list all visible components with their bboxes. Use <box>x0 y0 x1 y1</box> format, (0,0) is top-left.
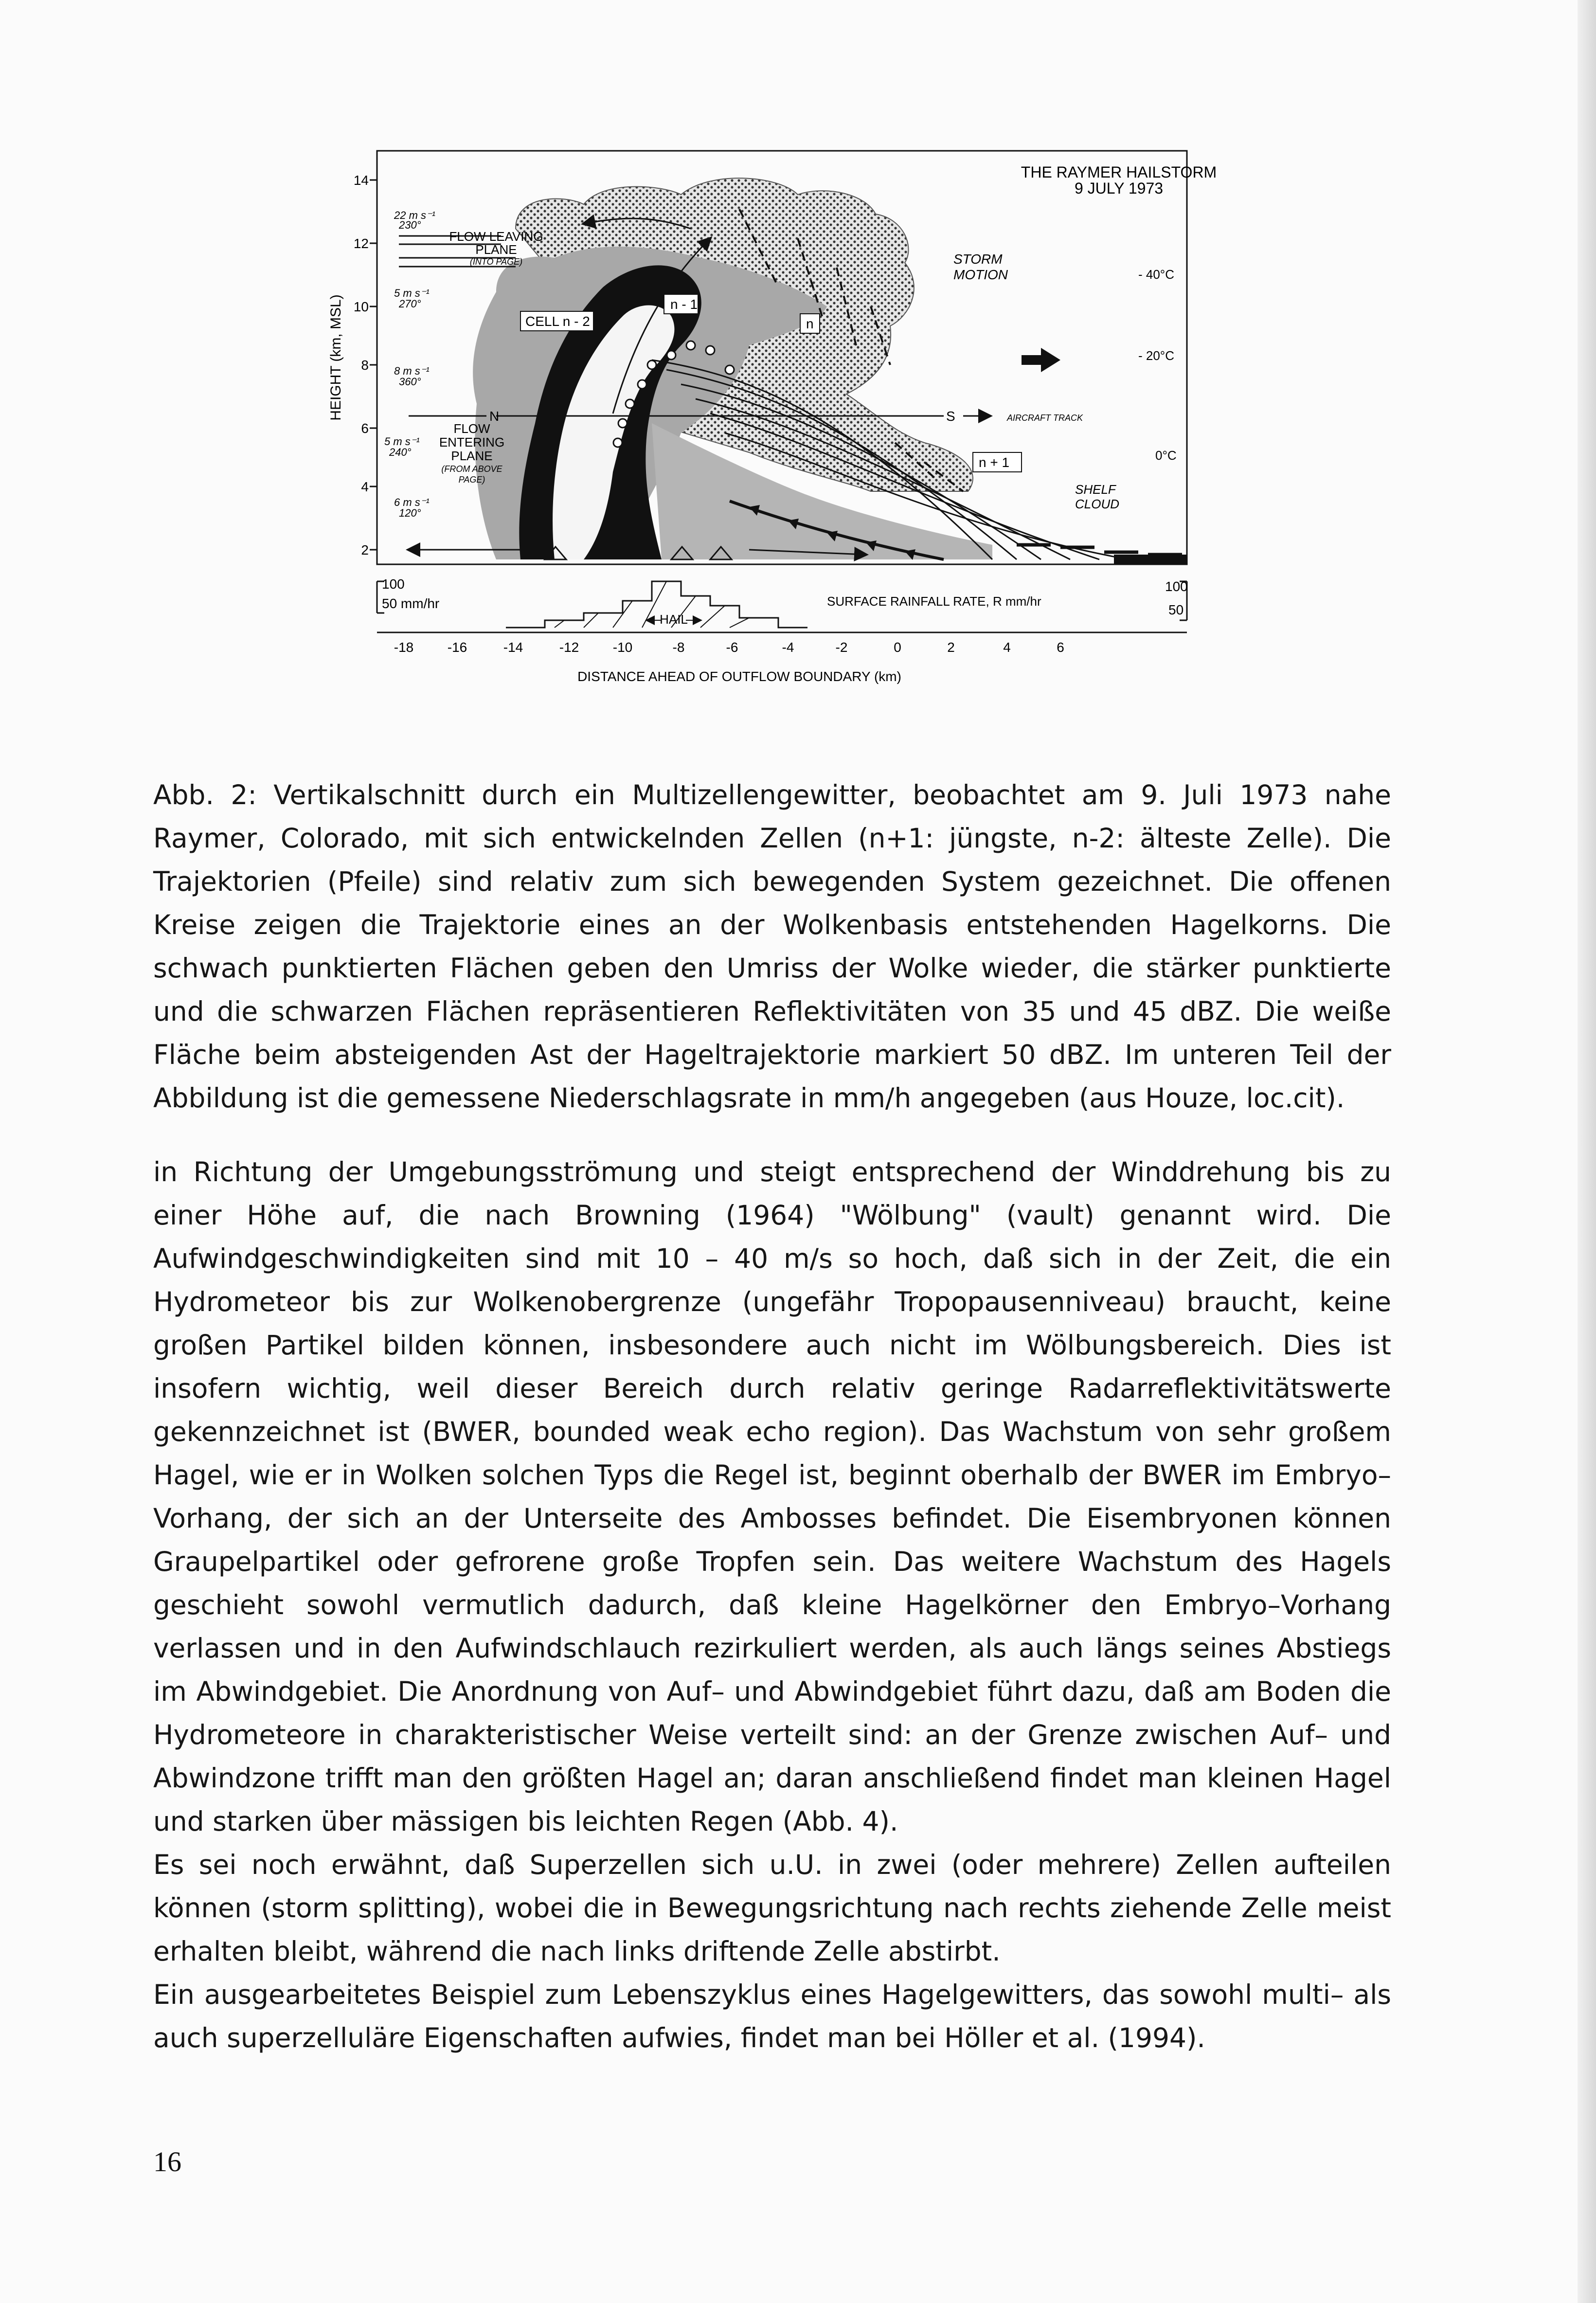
hail-circle-5 <box>647 360 656 369</box>
x-tick-0: 0 <box>894 640 901 655</box>
y-tick-14: 14 <box>353 173 369 188</box>
flow-leaving-line3: (INTO PAGE) <box>469 257 523 267</box>
cell-n2-label: CELL n - 2 <box>525 314 590 329</box>
figure-title-line1: THE RAYMER HAILSTORM <box>1021 163 1217 181</box>
temp-minus-20: - 20°C <box>1138 348 1174 363</box>
hail-circle-4 <box>638 380 646 389</box>
storm-motion-line2: MOTION <box>953 267 1008 282</box>
temp-0: 0°C <box>1155 448 1177 463</box>
y-tick-10: 10 <box>353 299 369 314</box>
flow-entering-line5: PAGE) <box>458 475 485 485</box>
wind-2-speed: 5 m s⁻¹ <box>394 287 430 299</box>
figure-caption: Abb. 2: Vertikalschnitt durch ein Multizellengewitter, beobachtet am 9. Juli 1973 nahe Raymer, Colorado, mit sich entwickelnden Zellen (n+1: jüngste, n-2: älteste Zelle). Die Trajektorien (Pfeile) sind relativ zum sich bewegenden System gezeichnet. Die offenen Kreise zeigen die Trajektorie eines an der Wolkenbasis entstehenden Hagelkorns. Die schwach punktierten Flächen geben den Umriss der Wolke wieder, die stärker punktierte und die schwarzen Flächen repräsentieren Reflektivitäten von 35 und 45 dBZ. Die weiße Fläche beim absteigenden Ast der Hageltrajektorie markiert 50 dBZ. Im unteren Teil der Abbildung ist die gemessene Niederschlagsrate in mm/h angegeben (aus Houze, loc.cit). <box>153 779 1391 1114</box>
flow-entering-line4: (FROM ABOVE <box>441 464 502 474</box>
hail-circle-9 <box>725 365 734 374</box>
wind-4-dir: 240° <box>389 446 412 458</box>
storm-motion-arrow <box>1022 348 1060 372</box>
storm-motion-line1: STORM <box>953 252 1003 267</box>
x-tick--4: -4 <box>782 640 794 655</box>
paragraph-3: Ein ausgearbeitetes Beispiel zum Lebenszyklus eines Hagelgewitters, das sowohl multi– als auch superzelluläre Eigenschaften aufwies, findet man bei Höller et al. (1994). <box>153 1979 1391 2053</box>
south-label: S <box>946 409 955 424</box>
x-axis-label: DISTANCE AHEAD OF OUTFLOW BOUNDARY (km) <box>577 669 901 684</box>
x-tick--8: -8 <box>672 640 685 655</box>
y-axis-label: HEIGHT (km, MSL) <box>328 294 344 421</box>
x-tick-2: 2 <box>947 640 955 655</box>
cell-n-plus-1-label: n + 1 <box>979 455 1010 470</box>
y-tick-8: 8 <box>361 358 369 373</box>
x-tick--2: -2 <box>835 640 848 655</box>
rain-left-bottom: 50 mm/hr <box>382 596 440 611</box>
storm-cross-section-figure <box>311 141 1245 710</box>
x-tick--6: -6 <box>726 640 738 655</box>
wind-5-dir: 120° <box>399 507 421 519</box>
y-tick-4: 4 <box>361 479 369 494</box>
wind-1-speed: 22 m s⁻¹ <box>394 209 435 221</box>
flow-leaving-line2: PLANE <box>475 242 517 257</box>
body-text <box>153 1151 1391 2060</box>
hail-circle-6 <box>667 351 676 360</box>
x-tick--18: -18 <box>394 640 414 655</box>
x-tick-6: 6 <box>1057 640 1064 655</box>
cell-n-label: n <box>806 316 814 331</box>
flow-entering-line1: FLOW <box>453 421 490 436</box>
page-edge-shadow <box>1578 0 1596 2303</box>
shelf-cloud-line1: SHELF <box>1075 482 1116 497</box>
y-tick-2: 2 <box>361 542 369 558</box>
wind-3-speed: 8 m s⁻¹ <box>394 365 430 377</box>
wind-3-dir: 360° <box>399 376 421 388</box>
hail-circle-8 <box>706 346 715 355</box>
paragraph-1: in Richtung der Umgebungsströmung und steigt entsprechend der Winddrehung bis zu einer Höhe auf, die nach Browning (1964) "Wölbung" (vault) genannt wird. Die Aufwindgeschwindigkeiten sind mit 10 – 40 m/s so hoch, daß sich in der Zeit, die ein Hydrometeor bis zur Wolkenobergrenze (ungefähr Tropopausenniveau) braucht, keine großen Partikel bilden können, insbesondere auch nicht im Wölbungsbereich. Dies ist insofern wichtig, weil dieser Bereich durch relativ geringe Radarreflektivitätswerte gekennzeichnet ist (BWER, bounded weak echo region). Das Wachstum von sehr großem Hagel, wie er in Wolken solchen Typs die Regel ist, beginnt oberhalb der BWER im Embryo–Vorhang, der sich an der Unterseite des Ambosses befindet. Die Eisembryonen können Graupelpartikel oder gefrorene große Tropfen sein. Das weitere Wachstum des Hagels geschieht sowohl vermutlich dadurch, daß kleine Hagelkörner den Embryo–Vorhang verlassen und in den Aufwindschlauch rezirkuliert werden, als auch längs seines Abstiegs im Abwindgebiet. Die Anordnung von Auf– und Abwindgebiet führt dazu, daß am Boden die Hydrometeore in charakteristischer Weise verteilt sind: an der Grenze zwischen Auf– und Abwindzone trifft man den größten Hagel an; daran anschließend findet man kleinen Hagel und starken über mässigen bis leichten Regen (Abb. 4). <box>153 1156 1391 1837</box>
x-tick-4: 4 <box>1003 640 1011 655</box>
x-tick--12: -12 <box>559 640 579 655</box>
y-tick-6: 6 <box>361 421 369 436</box>
flow-entering-line2: ENTERING <box>439 435 505 450</box>
hail-circle-2 <box>618 419 627 428</box>
paragraph-2: Es sei noch erwähnt, daß Superzellen sich u.U. in zwei (oder mehrere) Zellen aufteilen können (storm splitting), wobei die in Bewegungsrichtung nach rechts ziehende Zelle meist erhalten bleibt, während die nach links driftende Zelle abstirbt. <box>153 1849 1391 1967</box>
hail-circle-1 <box>613 438 622 447</box>
rain-right-top: 100 <box>1165 579 1188 594</box>
shelf-cloud-line2: CLOUD <box>1075 497 1120 511</box>
flow-entering-line3: PLANE <box>451 449 493 463</box>
wind-4-speed: 5 m s⁻¹ <box>384 435 420 448</box>
wind-2-dir: 270° <box>399 298 421 310</box>
x-tick--16: -16 <box>447 640 467 655</box>
hail-circle-7 <box>686 341 695 350</box>
x-tick--14: -14 <box>503 640 523 655</box>
rain-rate-label: SURFACE RAINFALL RATE, R mm/hr <box>827 594 1041 609</box>
aircraft-track-label: AIRCRAFT TRACK <box>1007 413 1083 423</box>
flow-leaving-line1: FLOW LEAVING <box>449 229 543 244</box>
y-tick-12: 12 <box>353 236 369 251</box>
page-number: 16 <box>153 2146 181 2177</box>
hail-circle-3 <box>626 399 634 408</box>
cell-n1-label: n - 1 <box>670 297 698 312</box>
rain-right-bottom: 50 <box>1168 602 1184 617</box>
temp-minus-40: - 40°C <box>1138 267 1174 282</box>
figure-title-line2: 9 JULY 1973 <box>1074 180 1164 197</box>
wind-5-speed: 6 m s⁻¹ <box>394 496 430 508</box>
ground-hatch <box>1114 555 1187 564</box>
x-tick--10: -10 <box>612 640 633 655</box>
wind-1-dir: 230° <box>399 219 421 231</box>
rain-left-top: 100 <box>382 576 405 592</box>
north-label: N <box>489 409 500 424</box>
hail-label: HAIL <box>660 612 688 627</box>
